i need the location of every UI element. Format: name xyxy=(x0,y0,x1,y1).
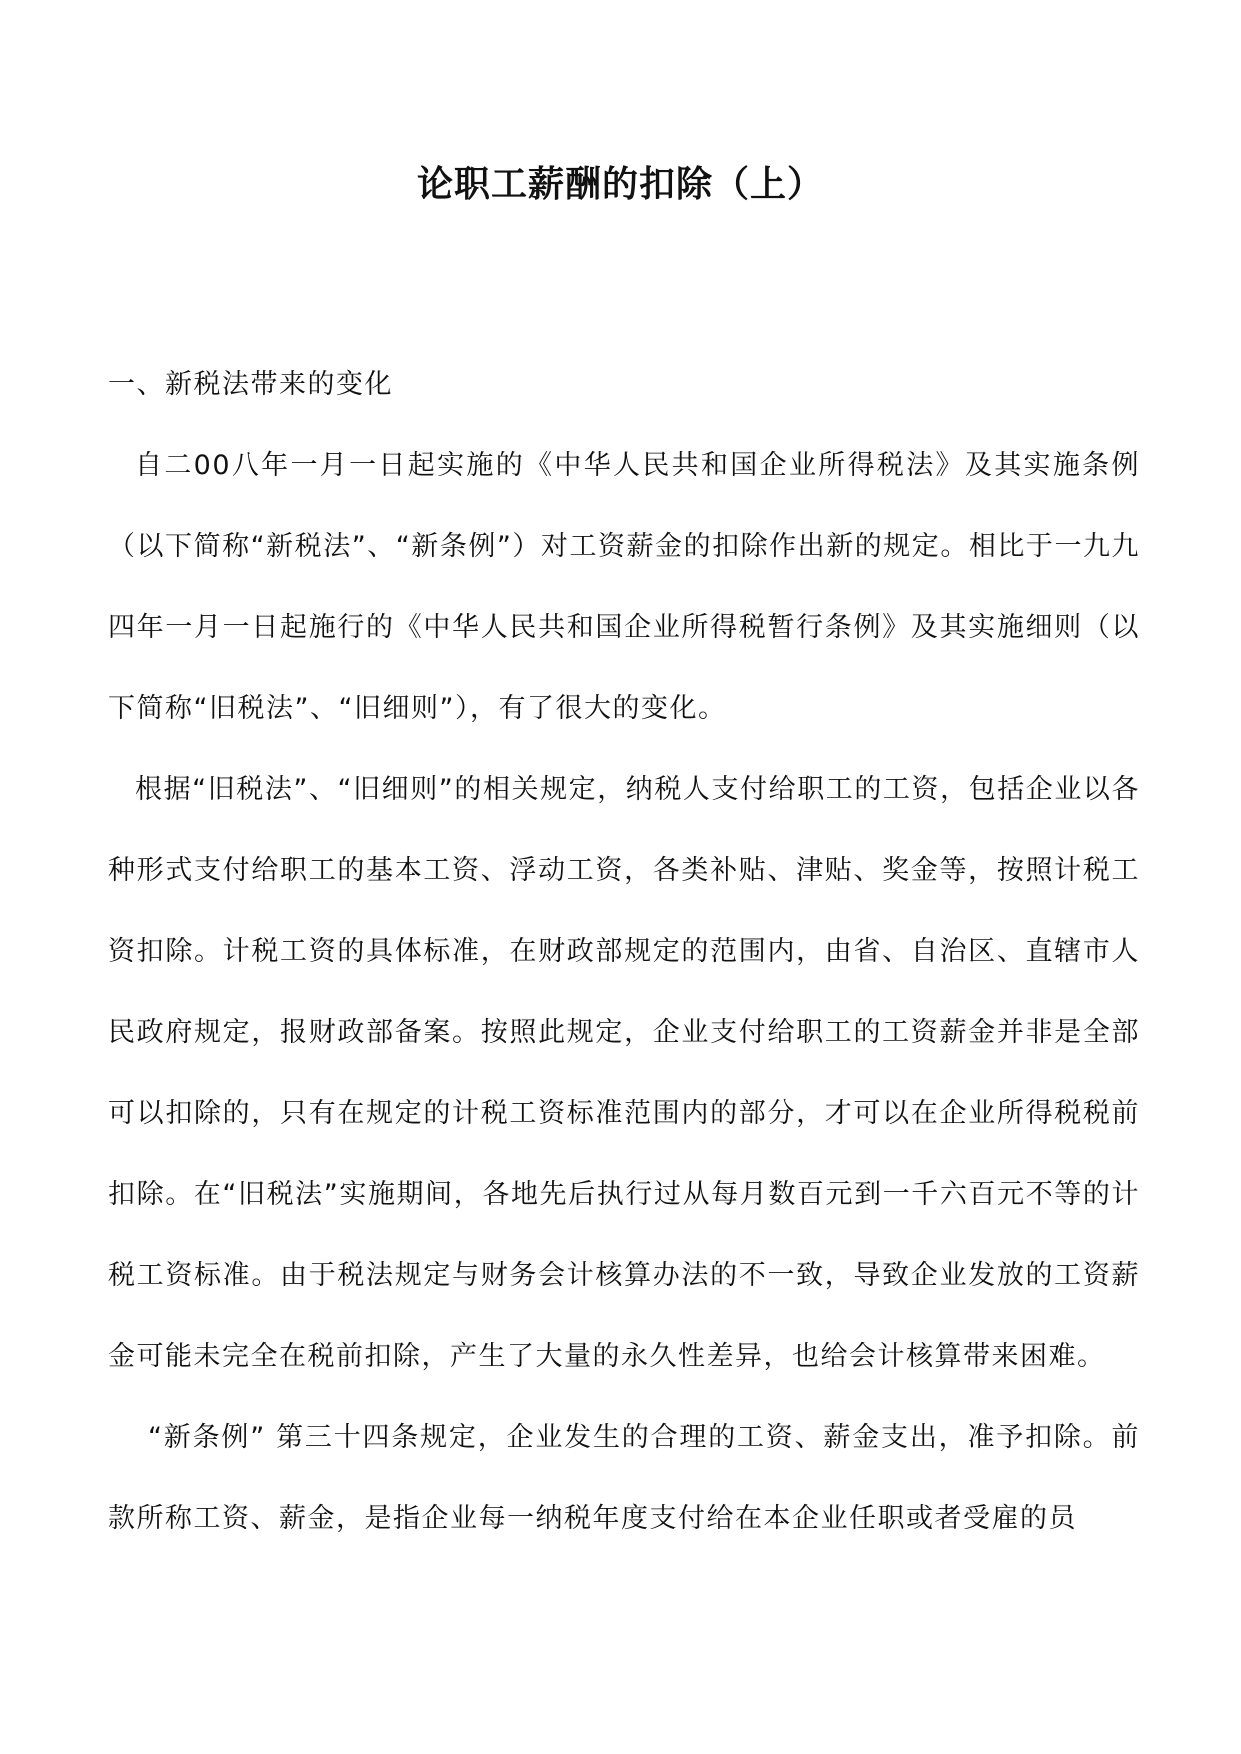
paragraph-new-tax-law-intro: 自二00八年一月一日起实施的《中华人民共和国企业所得税法》及其实施条例（以下简称“新税法”、“新条例”）对工资薪金的扣除作出新的规定。相比于一九九四年一月一日起施行的《中华人民共和国企业所得税暂行条例》及其实施细则（以下简称“旧税法”、“旧细则”），有了很大的变化。 xyxy=(108,450,1140,724)
section-heading: 一、新税法带来的变化 xyxy=(108,369,393,400)
paragraph-new-regulation-article-34: “新条例” 第三十四条规定，企业发生的合理的工资、薪金支出，准予扣除。前款所称工资、薪金，是指企业每一纳税年度支付给在本企业任职或者受雇的员 xyxy=(108,1422,1140,1534)
paragraph-old-tax-law-rules: 根据“旧税法”、“旧细则”的相关规定，纳税人支付给职工的工资，包括企业以各种形式支付给职工的基本工资、浮动工资，各类补贴、津贴、奖金等，按照计税工资扣除。计税工资的具体标准，在财政部规定的范围内，由省、自治区、直辖市人民政府规定，报财政部备案。按照此规定，企业支付给职工的工资薪金并非是全部可以扣除的，只有在规定的计税工资标准范围内的部分，才可以在企业所得税税前扣除。在“旧税法”实施期间，各地先后执行过从每月数百元到一千六百元不等的计税工资标准。由于税法规定与财务会计核算办法的不一致，导致企业发放的工资薪金可能未完全在税前扣除，产生了大量的永久性差异，也给会计核算带来困难。 xyxy=(108,774,1140,1372)
document-body xyxy=(108,344,1140,1559)
document-title: 论职工薪酬的扣除（上） xyxy=(416,163,824,205)
